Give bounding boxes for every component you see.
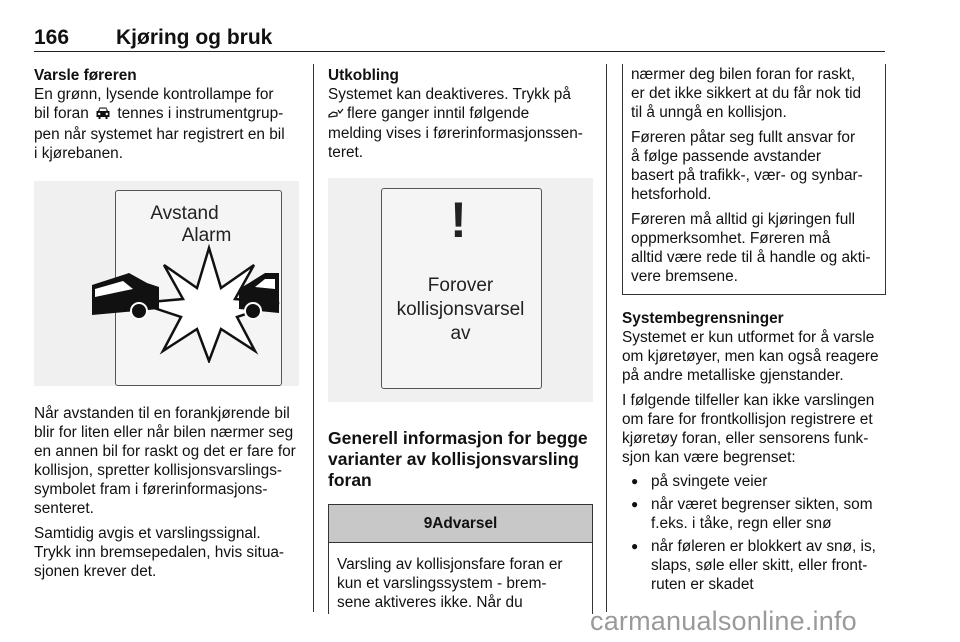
column-left bbox=[34, 66, 299, 581]
page-header bbox=[34, 26, 885, 52]
distance-alarm-figure bbox=[34, 181, 299, 386]
column-right bbox=[622, 66, 886, 598]
figure-label: Avstand bbox=[150, 203, 219, 224]
column-divider bbox=[313, 64, 314, 612]
paragraph: Samtidig avgis et varslingssignal. Trykk inn bremsepedalen, hvis situa- sjonen krever det. bbox=[34, 525, 285, 580]
warning-box bbox=[328, 504, 593, 614]
warning-triangle-icon: 9 bbox=[423, 515, 433, 532]
watermark: carmanualsonline.info bbox=[590, 606, 857, 636]
paragraph: Føreren påtar seg fullt ansvar for å følge passende avstander basert på trafikk-, vær- og synbar- hetsforhold. bbox=[631, 129, 863, 203]
paragraph: I følgende tilfeller kan ikke varslingen om fare for frontkollisjon registrere et kjøretøy foran, eller sensorens funk- sjon kan være begrenset: bbox=[622, 392, 875, 466]
warning-mark: ! bbox=[450, 192, 467, 248]
list-item: ● når været begrenser sikten, som f.eks. i tåke, regn eller snø bbox=[622, 495, 886, 533]
figure-label: kollisjonsvarsel bbox=[396, 299, 525, 320]
figure-label: Forover bbox=[427, 275, 494, 296]
collision-star-icon bbox=[89, 243, 299, 363]
paragraph: Føreren må alltid gi kjøringen full oppmerksomhet. Føreren må alltid være rede til å handle og akti- vere bremsene. bbox=[631, 211, 871, 285]
column-divider bbox=[606, 64, 607, 612]
section-heading: Systembegrensninger bbox=[622, 310, 784, 327]
list-item: ● når føleren er blokkert av snø, is, slaps, søle eller skitt, eller front- ruten er skadet bbox=[622, 537, 886, 594]
warning-continuation-box bbox=[622, 64, 886, 295]
chapter-title: Kjøring og bruk bbox=[116, 26, 273, 49]
warning-body: Varsling av kollisjonsfare foran er kun et varslingssystem - brem- sene aktiveres ikke. Når du bbox=[337, 556, 563, 611]
warning-title: 9Advarsel bbox=[329, 505, 592, 543]
bullet-list bbox=[622, 472, 886, 594]
paragraph: nærmer deg bilen foran for raskt, er det ikke sikkert at du får nok tid til å unngå en kollisjon. bbox=[631, 66, 862, 121]
section-heading: Generell informasjon for begge varianter av kollisjonsvarsling foran bbox=[328, 428, 588, 490]
section-heading: Utkobling bbox=[328, 67, 399, 84]
collision-alert-icon bbox=[328, 105, 344, 124]
paragraph: Systemet kan deaktiveres. Trykk på flere ganger inntil følgende melding vises i førerinformasjonssen- teret. bbox=[328, 86, 583, 161]
list-item: ● på svingete veier bbox=[622, 472, 886, 491]
figure-label: Alarm bbox=[181, 225, 232, 246]
paragraph: Når avstanden til en forankjørende bil blir for liten eller når bilen nærmer seg en annen bil for raskt og det er fare for kollisjon, spretter kollisjonsvarslings- symbolet fram i førerinformasjons- senteret. bbox=[34, 405, 296, 517]
paragraph: En grønn, lysende kontrollampe for bil foran tennes i instrumentgrup- pen når systemet har registrert en bil i kjørebanen. bbox=[34, 86, 285, 162]
page-number: 166 bbox=[34, 26, 70, 49]
figure-label: av bbox=[450, 323, 471, 344]
column-middle bbox=[328, 66, 593, 614]
car-icon bbox=[95, 106, 111, 125]
paragraph: Systemet er kun utformet for å varsle om kjøretøyer, men kan også reagere på andre metalliske gjenstander. bbox=[622, 329, 879, 384]
forward-collision-off-figure bbox=[328, 178, 593, 402]
section-heading: Varsle føreren bbox=[34, 67, 137, 84]
